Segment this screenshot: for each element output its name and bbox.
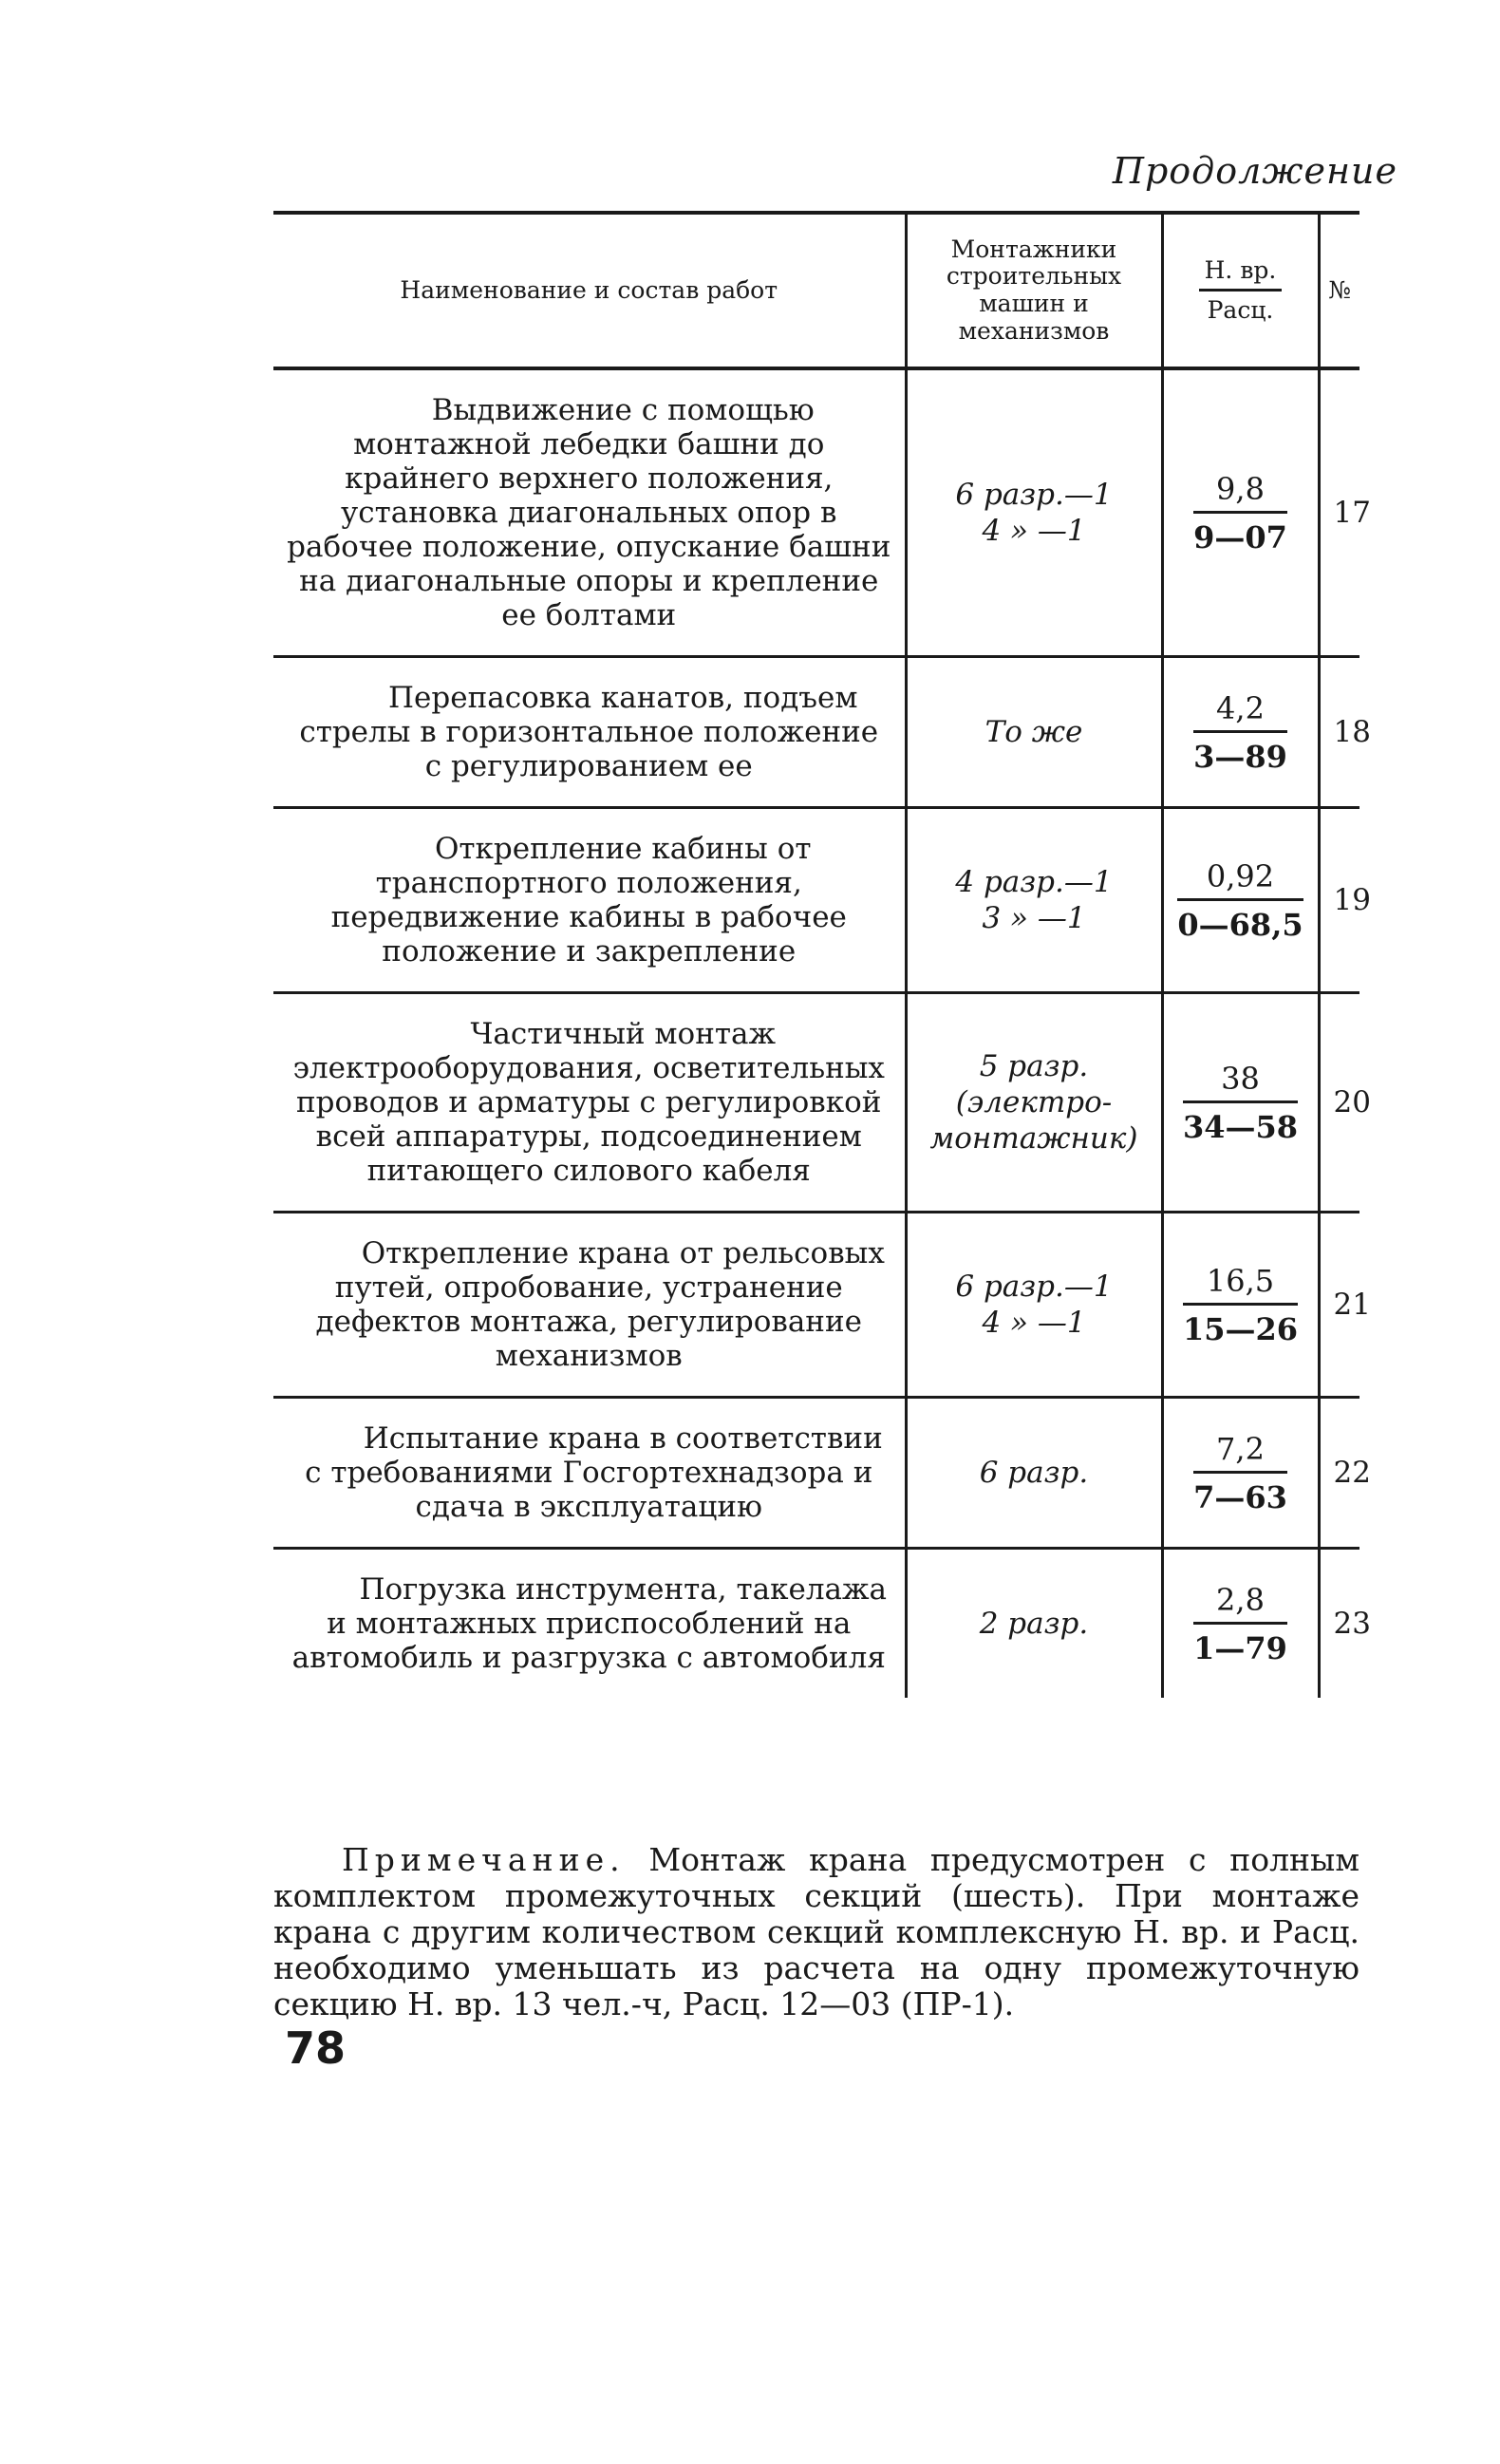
row-norm-cell (1162, 1398, 1319, 1549)
table-row (273, 1213, 1359, 1398)
row-number: 23 (1319, 1549, 1359, 1699)
row-norm-fraction (1193, 690, 1287, 775)
row-rate: 0—68,5 (1177, 906, 1303, 943)
table-row (273, 1398, 1359, 1549)
table-body (273, 368, 1371, 1698)
row-norm-fraction (1193, 471, 1287, 555)
row-norm: 7,2 (1193, 1431, 1287, 1474)
table-row (273, 808, 1359, 993)
row-name: Открепление крана от рельсовых путей, опробование, устранение дефектов монтажа, регулирование механизмов (273, 1213, 906, 1398)
row-workers: 5 разр. (электро- монтажник) (906, 993, 1162, 1213)
header-norm-fraction (1199, 257, 1283, 325)
row-norm: 16,5 (1183, 1263, 1298, 1306)
row-norm: 4,2 (1193, 690, 1287, 733)
row-number: 20 (1319, 993, 1359, 1213)
continuation-label: Продолжение (1112, 150, 1397, 192)
row-rate: 15—26 (1182, 1310, 1299, 1347)
row-norm: 2,8 (1193, 1582, 1287, 1625)
header-workers: Монтажники строительных машин и механизмов (906, 213, 1162, 368)
row-workers: 6 разр. (906, 1398, 1162, 1549)
row-rate: 3—89 (1193, 738, 1287, 775)
row-norm-fraction (1183, 1263, 1298, 1347)
row-norm-fraction (1183, 1061, 1298, 1145)
header-norm-bottom: Расц. (1207, 295, 1274, 324)
row-name: Перепасовка канатов, подъем стрелы в горизонтальное положение с регулированием ее (273, 657, 906, 808)
row-name: Выдвижение с помощью монтажной лебедки башни до крайнего верхнего положения, установка диагональных опор в рабочее положение, опускание башни на диагональные опоры и крепление ее болтами (287, 393, 891, 632)
page-number: 78 (285, 2022, 347, 2074)
row-number: 19 (1319, 808, 1359, 993)
row-number: 17 (1319, 368, 1359, 657)
header-norm (1162, 213, 1319, 368)
row-rate: 9—07 (1193, 518, 1287, 555)
row-norm-fraction (1193, 1582, 1287, 1666)
row-norm: 0,92 (1177, 858, 1303, 901)
row-norm-cell (1162, 368, 1319, 657)
row-number: 18 (1319, 657, 1359, 808)
table-row (273, 368, 1359, 657)
row-name: Открепление кабины от транспортного положения, передвижение кабины в рабочее положение и закрепление (273, 808, 906, 993)
note (273, 1842, 1359, 2022)
table-row (273, 657, 1359, 808)
row-name: Погрузка инструмента, такелажа и монтажных приспособлений на автомобиль и разгрузка с автомобиля (273, 1549, 906, 1699)
row-workers: То же (906, 657, 1162, 808)
table-row (273, 1549, 1359, 1699)
row-workers: 6 разр.—1 4 » —1 (906, 368, 1162, 657)
note-label: Примечание. (342, 1841, 626, 1878)
header-name: Наименование и состав работ (273, 213, 906, 368)
row-rate: 34—58 (1182, 1108, 1299, 1145)
row-rate: 7—63 (1193, 1478, 1287, 1515)
row-norm-cell (1162, 657, 1319, 808)
row-norm-cell (1162, 1213, 1319, 1398)
row-rate: 1—79 (1193, 1629, 1287, 1666)
table-row (273, 993, 1359, 1213)
row-workers: 6 разр.—1 4 » —1 (906, 1213, 1162, 1398)
row-name: Частичный монтаж электрооборудования, осветительных проводов и арматуры с регулировкой всей аппаратуры, подсоединением питающего силового кабеля (273, 993, 906, 1213)
row-name: Испытание крана в соответствии с требованиями Госгортехнадзора и сдача в эксплуатацию (273, 1398, 906, 1549)
row-norm-cell (1162, 1549, 1319, 1699)
row-norm-cell (1162, 993, 1319, 1213)
row-workers: 2 разр. (906, 1549, 1162, 1699)
header-number: № (1319, 213, 1359, 368)
table-header-row (273, 213, 1359, 368)
row-norm-fraction (1177, 858, 1303, 943)
row-norm: 38 (1183, 1061, 1298, 1103)
note-text: Монтаж крана предусмотрен с полным комплектом промежуточных секций (шесть). При монтаже крана с другим количеством секций комплексную Н. вр. и Расц. необходимо уменьшать из расчета на одну промежуточную секцию Н. вр. 13 чел.-ч, Расц. 12—03 (ПР-1). (273, 1841, 1359, 2022)
row-workers: 4 разр.—1 3 » —1 (906, 808, 1162, 993)
norms-table (273, 211, 1371, 1698)
row-norm: 9,8 (1193, 471, 1287, 514)
row-norm-cell (1162, 808, 1319, 993)
row-norm-fraction (1193, 1431, 1287, 1515)
row-number: 21 (1319, 1213, 1359, 1398)
row-number: 22 (1319, 1398, 1359, 1549)
header-norm-top: Н. вр. (1199, 257, 1283, 292)
